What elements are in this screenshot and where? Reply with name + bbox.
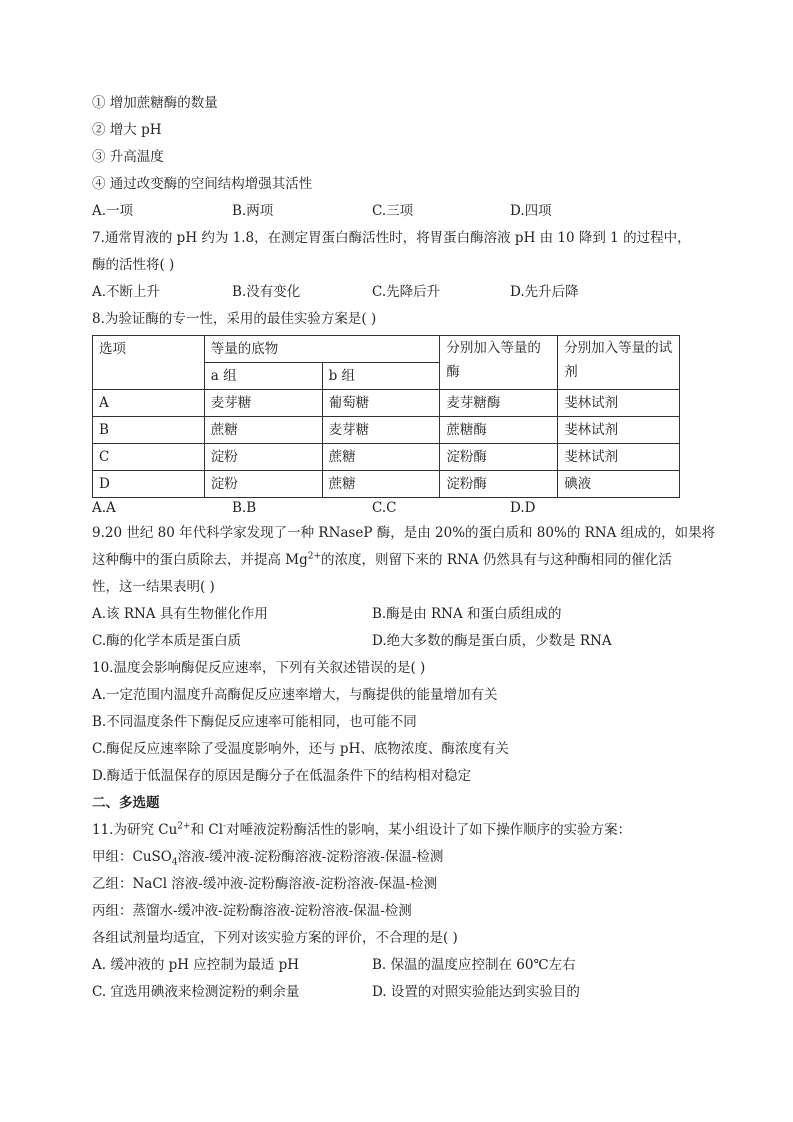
statement-2: ② 增大 pH (92, 122, 162, 138)
q11-jia-part2: 溶液-缓冲液-淀粉酶溶液-淀粉溶液-保温-检测 (177, 849, 444, 865)
q7-option-c: C.先降后升 (372, 284, 441, 300)
cell-reagent: 碘液 (558, 471, 680, 498)
document-page (92, 90, 716, 1006)
q8-option-b: B.B (232, 500, 257, 516)
q8-option-a: A.A (92, 500, 116, 516)
table-row (93, 444, 680, 471)
q9-stem-line1: 9.20 世纪 80 年代科学家发现了一种 RNaseP 酶，是由 20%的蛋白质和 80%的 RNA 组成的，如果将 (92, 525, 716, 541)
cell-a: 淀粉 (204, 471, 322, 498)
q8-table (92, 335, 680, 498)
cell-a: 蔗糖 (204, 417, 322, 444)
q8-stem: 8.为验证酶的专一性，采用的最佳实验方案是( ) (92, 311, 377, 327)
q11-option-c: C. 宜选用碘液来检测淀粉的剩余量 (92, 984, 300, 1000)
cell-option: A (93, 390, 205, 417)
q6-option-c: C.三项 (372, 203, 414, 219)
header-enzyme: 分别加入等量的酶 (440, 336, 558, 390)
q7-option-a: A.不断上升 (92, 284, 161, 300)
header-option: 选项 (93, 336, 205, 390)
q9-option-b: B.酶是由 RNA 和蛋白质组成的 (372, 606, 562, 622)
q10-option-b: B.不同温度条件下酶促反应速率可能相同，也可能不同 (92, 714, 417, 730)
cell-option: C (93, 444, 205, 471)
q10-stem: 10.温度会影响酶促反应速率，下列有关叙述错误的是( ) (92, 660, 426, 676)
cell-b: 麦芽糖 (322, 417, 440, 444)
statement-3: ③ 升高温度 (92, 149, 164, 165)
q7-options (92, 279, 704, 306)
cell-enzyme: 蔗糖酶 (440, 417, 558, 444)
q11-stem-part2: 和 Cl (190, 822, 224, 838)
q9-options-row2 (92, 628, 704, 655)
q8-options (92, 498, 704, 520)
q11-stem (92, 817, 704, 844)
q11-question: 各组试剂量均适宜，下列对该实验方案的评价，不合理的是( ) (92, 930, 458, 946)
header-reagent: 分别加入等量的试剂 (558, 336, 680, 390)
q9-line2-part1: 这种酶中的蛋白质除去，并提高 Mg (92, 552, 308, 568)
q8-option-d: D.D (510, 500, 536, 516)
cu-charge-superscript: 2+ (177, 821, 191, 832)
q11-stem-part3: 对唾液淀粉酶活性的影响，某小组设计了如下操作顺序的实验方案： (226, 822, 632, 838)
q8-option-c: C.C (372, 500, 397, 516)
q11-options-row1 (92, 952, 704, 979)
q11-option-d: D. 设置的对照实验能达到实验目的 (372, 984, 580, 1000)
header-group-a: a 组 (204, 363, 322, 390)
cell-enzyme: 淀粉酶 (440, 444, 558, 471)
cell-a: 淀粉 (204, 444, 322, 471)
q11-stem-part1: 11.为研究 Cu (92, 822, 178, 838)
sulfate-subscript: 4 (171, 857, 178, 868)
cl-charge-superscript: - (223, 821, 227, 832)
q9-option-a: A.该 RNA 具有生物催化作用 (92, 606, 268, 622)
q6-option-a: A.一项 (92, 203, 134, 219)
q10-option-c: C.酶促反应速率除了受温度影响外，还与 pH、底物浓度、酶浓度有关 (92, 741, 509, 757)
q11-option-b: B. 保温的温度应控制在 60℃左右 (372, 957, 576, 973)
table-row (93, 390, 680, 417)
cell-enzyme: 麦芽糖酶 (440, 390, 558, 417)
q7-option-b: B.没有变化 (232, 284, 301, 300)
q11-option-a: A. 缓冲液的 pH 应控制为最适 pH (92, 957, 300, 973)
table-row (93, 417, 680, 444)
statement-4: ④ 通过改变酶的空间结构增强其活性 (92, 176, 313, 192)
cell-enzyme: 淀粉酶 (440, 471, 558, 498)
q6-option-b: B.两项 (232, 203, 274, 219)
cell-option: D (93, 471, 205, 498)
q7-stem-line2: 酶的活性将( ) (92, 257, 175, 273)
cell-reagent: 斐林试剂 (558, 417, 680, 444)
q10-option-d: D.酶适于低温保存的原因是酶分子在低温条件下的结构相对稳定 (92, 768, 472, 784)
statement-1: ① 增加蔗糖酶的数量 (92, 95, 218, 111)
q9-stem-line3: 性，这一结果表明( ) (92, 579, 215, 595)
q11-group-yi: 乙组：NaCl 溶液-缓冲液-淀粉酶溶液-淀粉溶液-保温-检测 (92, 876, 438, 892)
q7-stem-line1: 7.通常胃液的 pH 约为 1.8，在测定胃蛋白酶活性时，将胃蛋白酶溶液 pH 由 10 降到 1 的过程中， (92, 230, 691, 246)
q11-group-bing: 丙组：蒸馏水-缓冲液-淀粉酶溶液-淀粉溶液-保温-检测 (92, 903, 412, 919)
header-group-b: b 组 (322, 363, 440, 390)
q6-option-d: D.四项 (510, 203, 552, 219)
q9-options-row1 (92, 601, 704, 628)
q10-option-a: A.一定范围内温度升高酶促反应速率增大，与酶提供的能量增加有关 (92, 687, 498, 703)
cell-b: 蔗糖 (322, 444, 440, 471)
mg-charge-superscript: 2+ (307, 551, 322, 562)
q6-options (92, 198, 704, 225)
cell-option: B (93, 417, 205, 444)
cell-a: 麦芽糖 (204, 390, 322, 417)
q9-option-d: D.绝大多数的酶是蛋白质，少数是 RNA (372, 633, 612, 649)
cell-b: 葡萄糖 (322, 390, 440, 417)
cell-b: 蔗糖 (322, 471, 440, 498)
q11-group-jia (92, 844, 704, 871)
section-heading: 二、多选题 (92, 795, 160, 811)
cell-reagent: 斐林试剂 (558, 444, 680, 471)
q9-line2-part2: 的浓度，则留下来的 RNA 仍然具有与这种酶相同的催化活 (321, 552, 672, 568)
q7-option-d: D.先升后降 (510, 284, 579, 300)
q11-options-row2 (92, 979, 704, 1006)
q11-jia-part1: 甲组：CuSO (92, 849, 172, 865)
q9-stem-line2 (92, 547, 704, 574)
table-row (93, 471, 680, 498)
cell-reagent: 斐林试剂 (558, 390, 680, 417)
header-substrate: 等量的底物 (204, 336, 440, 363)
q9-option-c: C.酶的化学本质是蛋白质 (92, 633, 242, 649)
